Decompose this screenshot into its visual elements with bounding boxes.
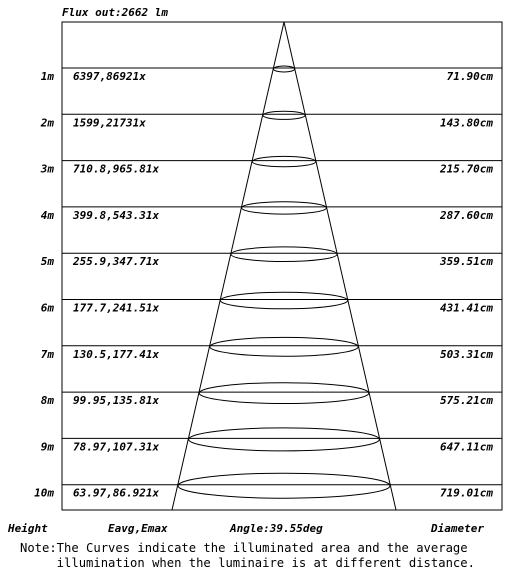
height-label: 9m <box>40 440 54 454</box>
illuminance-label: 177.7,241.51x <box>73 301 160 315</box>
illuminance-label: 710.8,965.81x <box>73 162 160 176</box>
height-label: 7m <box>40 347 54 361</box>
height-label: 4m <box>40 208 54 222</box>
height-label: 6m <box>40 301 54 315</box>
beam-ellipse <box>242 202 327 214</box>
beam-ellipse <box>263 111 305 119</box>
diameter-label: 215.70cm <box>440 162 493 176</box>
beam-ellipses <box>178 66 390 498</box>
diameter-label: 719.01cm <box>440 486 493 500</box>
diameter-label: 143.80cm <box>440 116 493 130</box>
height-label: 5m <box>40 255 54 269</box>
beam-ellipse <box>178 473 390 498</box>
illuminance-label: 130.5,177.41x <box>73 347 160 361</box>
height-label: 3m <box>40 162 54 176</box>
row-lines <box>62 68 502 485</box>
diameter-label: 503.31cm <box>440 347 493 361</box>
note-text <box>20 541 520 571</box>
beam-ellipse <box>231 247 337 262</box>
height-column-label: Height <box>8 522 48 535</box>
height-label: 2m <box>40 116 54 130</box>
diameter-label: 647.11cm <box>440 440 493 454</box>
illuminance-label: 78.97,107.31x <box>73 440 160 454</box>
flux-label: Flux out:2662 lm <box>62 6 168 19</box>
illuminance-label: 63.97,86.921x <box>73 486 160 500</box>
beam-ellipse <box>189 428 380 451</box>
row-labels <box>34 70 493 500</box>
cone-right-edge <box>284 22 396 510</box>
cone-left-edge <box>172 22 284 510</box>
height-label: 1m <box>40 70 54 83</box>
diameter-label: 575.21cm <box>440 394 493 408</box>
height-label: 10m <box>34 486 54 500</box>
diameter-label: 71.90cm <box>446 70 493 83</box>
beam-ellipse <box>210 337 358 356</box>
illuminance-label: 1599,21731x <box>73 116 146 130</box>
beam-ellipse <box>220 292 347 309</box>
diameter-label: 287.60cm <box>440 208 493 222</box>
illuminance-column-label: Eavg,Emax <box>108 522 168 535</box>
illuminance-label: 399.8,543.31x <box>73 208 160 222</box>
beam-ellipse <box>199 383 369 404</box>
beam-ellipse <box>274 66 295 72</box>
beam-ellipse <box>252 156 315 166</box>
height-label: 8m <box>40 394 54 408</box>
illuminance-label: 255.9,347.71x <box>73 255 160 269</box>
diameter-label: 359.51cm <box>440 255 493 269</box>
diameter-column-label: Diameter <box>431 522 484 535</box>
diameter-label: 431.41cm <box>440 301 493 315</box>
note-line-1: Note:The Curves indicate the illuminated area and the average <box>20 541 468 555</box>
note-line-2: illumination when the luminaire is at different distance. <box>20 556 475 570</box>
illuminance-label: 99.95,135.81x <box>73 394 160 408</box>
beam-angle-label: Angle:39.55deg <box>230 522 323 535</box>
illuminance-label: 6397,86921x <box>73 70 146 83</box>
